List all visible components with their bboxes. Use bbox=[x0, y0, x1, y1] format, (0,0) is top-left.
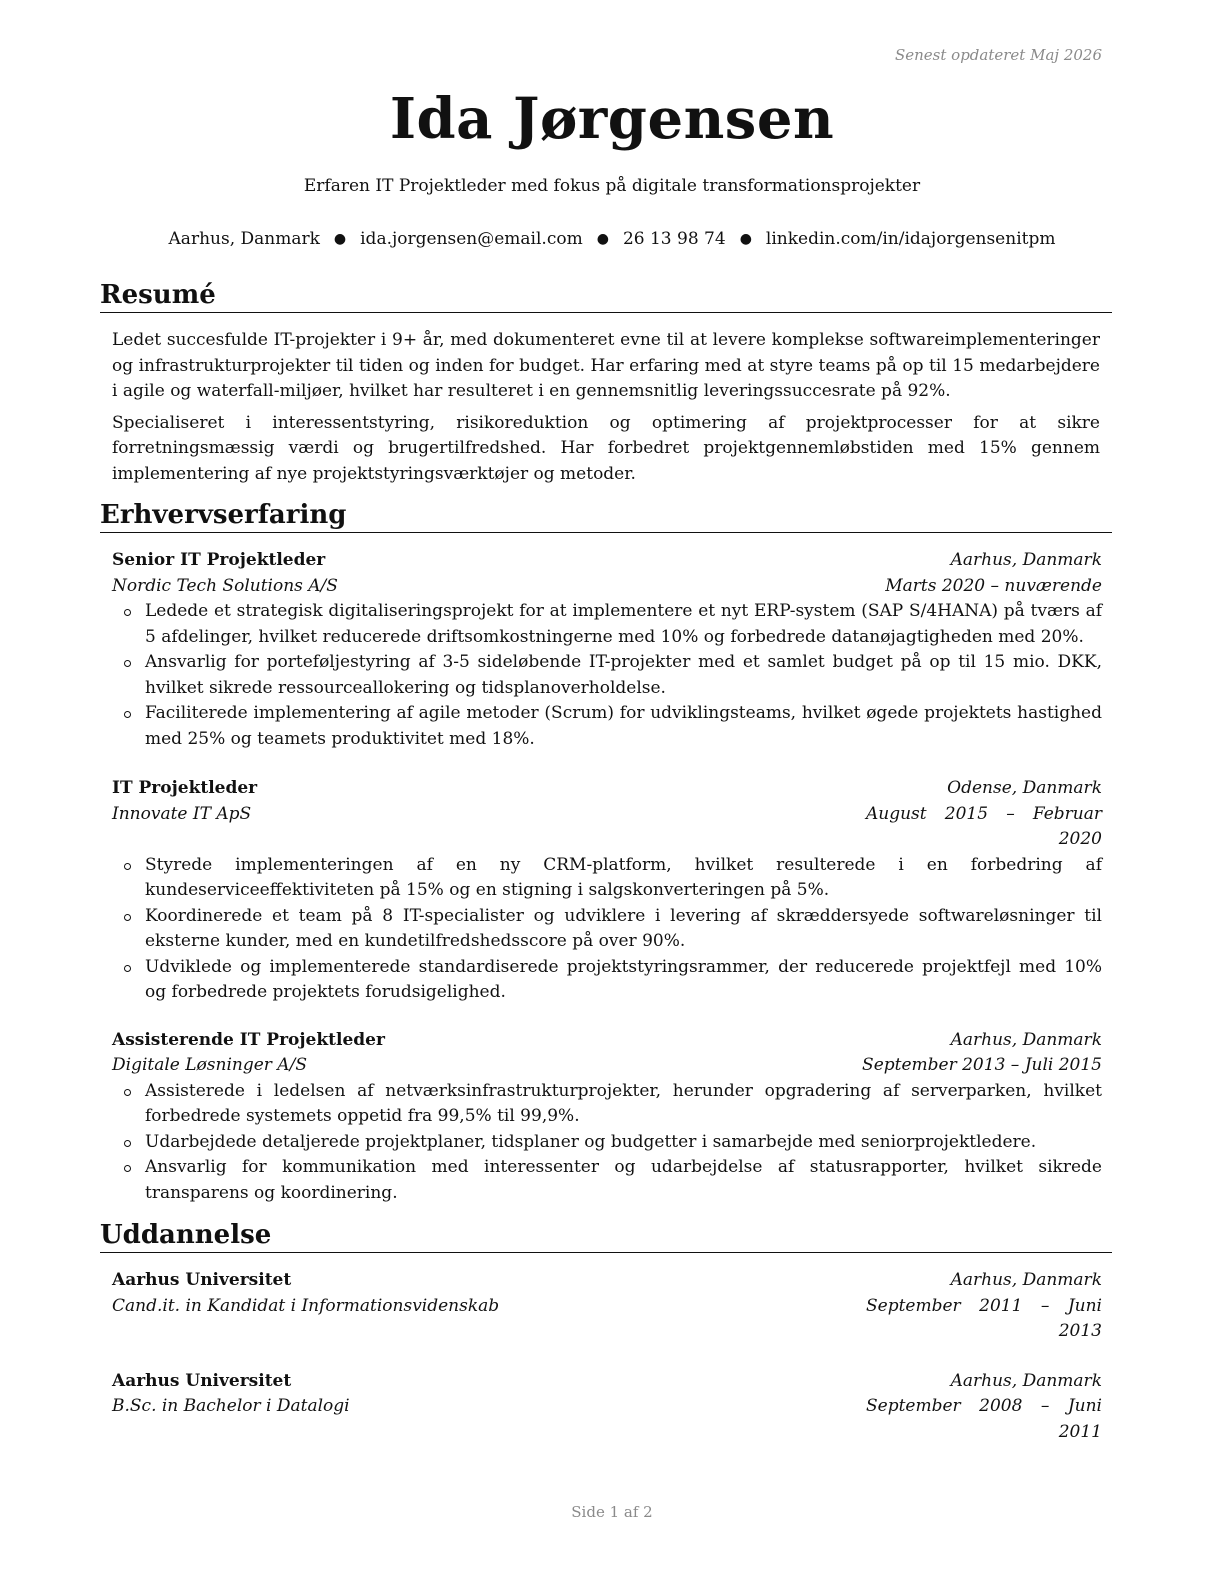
job-entry bbox=[112, 548, 1102, 752]
summary-section bbox=[100, 280, 1112, 487]
education-degree: Cand.it. in Kandidat i Informationsvidenskab bbox=[112, 1295, 500, 1316]
job-dates: August 2015 – Februar 2020 bbox=[866, 803, 1102, 849]
job-entry bbox=[112, 776, 1102, 1006]
job-bullet: Udviklede og implementerede standardiserede projektstyringsrammer, der reducerede projektfejl med 10% og forbedrede projektets forudsigelighed. bbox=[112, 955, 1102, 1006]
section-title: Erhvervserfaring bbox=[100, 500, 1112, 533]
job-entry bbox=[112, 1028, 1102, 1207]
experience-section bbox=[100, 500, 1112, 1206]
job-location: Aarhus, Danmark bbox=[950, 1029, 1102, 1050]
job-bullet: Ledede et strategisk digitaliseringsprojekt for at implementere et nyt ERP-system (SAP S/4HANA) på tværs af 5 afdelinger, hvilket reducerede driftsomkostningerne med 10% og forbedrede datanøjagtigheden med 20%. bbox=[112, 599, 1102, 650]
last-updated: Senest opdateret Maj 2026 bbox=[894, 46, 1102, 64]
tagline: Erfaren IT Projektleder med fokus på digitale transformationsprojekter bbox=[303, 176, 921, 196]
job-location: Odense, Danmark bbox=[947, 778, 1102, 798]
education-location: Aarhus, Danmark bbox=[950, 1270, 1102, 1290]
job-bullet: Faciliterede implementering af agile metoder (Scrum) for udviklingsteams, hvilket øgede projektets hastighed med 25% og teamets produktivitet med 18%. bbox=[112, 701, 1102, 752]
job-bullet: Styrede implementeringen af en ny CRM-platform, hvilket resulterede i en forbedring af kundeserviceeffektiviteten på 15% og en stigning i salgskonverteringen på 5%. bbox=[112, 853, 1102, 904]
education-section bbox=[100, 1220, 1112, 1445]
job-role: Assisterende IT Projektleder bbox=[112, 1029, 385, 1050]
education-school: Aarhus Universitet bbox=[112, 1270, 292, 1290]
candidate-name: Ida Jørgensen bbox=[389, 86, 835, 152]
section-title: Resumé bbox=[100, 280, 1112, 313]
contact-linkedin[interactable]: linkedin.com/in/idajorgensenitpm bbox=[765, 229, 1056, 249]
bullet-separator-icon: ● bbox=[739, 231, 752, 247]
job-bullet: Ansvarlig for porteføljestyring af 3-5 sideløbende IT-projekter med et samlet budget på op til 15 mio. DKK, hvilket sikrede ressourceallokering og tidsplanoverholdelse. bbox=[112, 650, 1102, 701]
summary-paragraph: Specialiseret i interessentstyring, risikoreduktion og optimering af projektprocesser for at sikre forretningsmæssig værdi og brugertilfredshed. Har forbedret projektgennemløbstiden med 15% gennem implementering af nye projektstyringsværktøjer og metoder. bbox=[112, 412, 1100, 484]
job-bullet: Assisterede i ledelsen af netværksinfrastrukturprojekter, herunder opgradering af serverparken, hvilket forbedrede systemets oppetid fra 99,5% til 99,9%. bbox=[112, 1079, 1102, 1130]
bullet-separator-icon: ● bbox=[596, 231, 609, 247]
job-company: Innovate IT ApS bbox=[112, 803, 252, 824]
education-entry bbox=[112, 1369, 1102, 1446]
job-bullet: Ansvarlig for kommunikation med interessenter og udarbejdelse af statusrapporter, hvilket sikrede transparens og koordinering. bbox=[112, 1155, 1102, 1206]
contact-phone[interactable]: 26 13 98 74 bbox=[622, 229, 726, 249]
job-bullet: Udarbejdede detaljerede projektplaner, tidsplaner og budgetter i samarbejde med seniorprojektledere. bbox=[112, 1130, 1102, 1156]
job-location: Aarhus, Danmark bbox=[950, 550, 1102, 570]
job-role: IT Projektleder bbox=[112, 778, 258, 798]
section-title: Uddannelse bbox=[100, 1220, 1112, 1253]
summary-paragraph: Ledet succesfulde IT-projekter i 9+ år, med dokumenteret evne til at levere komplekse softwareimplementeringer og infrastrukturprojekter til tiden og inden for budget. Har erfaring med at styre teams på op til 15 medarbejdere i agile og waterfall-miljøer, hvilket har resulteret i en gennemsnitlig leveringssuccesrate på 92%. bbox=[112, 330, 1100, 401]
education-location: Aarhus, Danmark bbox=[950, 1370, 1102, 1391]
bullet-separator-icon: ● bbox=[333, 231, 347, 247]
education-degree: B.Sc. in Bachelor i Datalogi bbox=[112, 1396, 350, 1416]
education-entry bbox=[112, 1268, 1102, 1345]
job-company: Digitale Løsninger A/S bbox=[112, 1055, 307, 1075]
job-bullet: Koordinerede et team på 8 IT-specialister og udviklere i levering af skræddersyede softwareløsninger til eksterne kunder, med en kundetilfredshedsscore på over 90%. bbox=[112, 904, 1102, 955]
contact-email[interactable]: ida.jorgensen@email.com bbox=[360, 229, 583, 249]
page-number: Side 1 af 2 bbox=[571, 1503, 653, 1521]
education-dates: September 2011 – Juni 2013 bbox=[866, 1295, 1102, 1341]
contact-location: Aarhus, Danmark bbox=[168, 229, 320, 249]
education-dates: September 2008 – Juni 2011 bbox=[866, 1396, 1102, 1442]
contact-line bbox=[0, 229, 1224, 249]
job-dates: Marts 2020 – nuværende bbox=[885, 575, 1102, 596]
job-role: Senior IT Projektleder bbox=[112, 550, 326, 570]
education-school: Aarhus Universitet bbox=[112, 1370, 292, 1391]
job-dates: September 2013 – Juli 2015 bbox=[862, 1055, 1102, 1075]
job-company: Nordic Tech Solutions A/S bbox=[112, 575, 338, 596]
